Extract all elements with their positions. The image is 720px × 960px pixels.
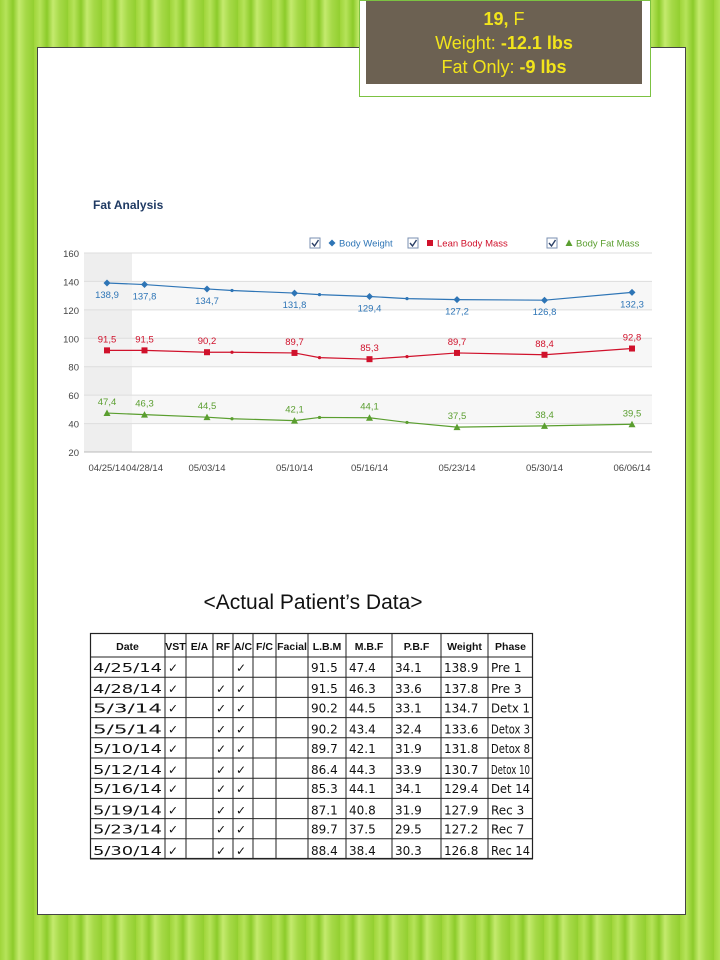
table-cell: ✓ [168, 803, 179, 818]
chart-title: Fat Analysis [93, 198, 164, 212]
table-row [93, 723, 530, 737]
table-cell: 89.7 [311, 822, 338, 837]
table-cell: Detox 10 [491, 763, 530, 777]
table-cell: ✓ [236, 682, 247, 697]
table-cell: 85.3 [311, 782, 338, 797]
legend-marker [427, 240, 433, 246]
table-header-cell: A/C [233, 641, 253, 653]
data-label: 137,8 [132, 291, 157, 303]
y-tick-label: 140 [63, 277, 79, 289]
data-point [542, 352, 548, 358]
table-cell: 33.6 [395, 682, 422, 697]
table-cell: Rec 14 [491, 843, 530, 858]
table-cell: 44.1 [349, 782, 376, 797]
data-label: 91,5 [97, 334, 117, 346]
table-cell: 31.9 [395, 803, 422, 818]
table-cell: 38.4 [349, 843, 376, 858]
table-header-cell: Phase [495, 641, 526, 653]
legend-marker [329, 240, 336, 247]
table-header-cell: Date [116, 641, 139, 653]
table-cell: 4/28/14 [93, 682, 162, 697]
legend-marker [566, 240, 573, 247]
y-tick-label: 120 [63, 305, 79, 317]
data-point [454, 350, 460, 356]
table-cell: ✓ [168, 843, 179, 858]
data-point [204, 349, 210, 355]
table-cell: ✓ [216, 843, 227, 858]
table-cell: Det 14 [491, 782, 530, 797]
x-tick-label: 05/10/14 [276, 463, 313, 474]
table-cell: 47.4 [349, 661, 376, 675]
table-cell: 31.9 [395, 741, 422, 756]
data-point [230, 417, 233, 420]
table-cell: 34.1 [395, 782, 422, 797]
table-cell: 44.3 [349, 763, 376, 777]
patient-age: 19, [483, 9, 509, 29]
table-cell: ✓ [168, 822, 179, 837]
table-row [93, 782, 530, 796]
data-label: 47,4 [97, 397, 117, 409]
data-point [292, 350, 298, 356]
table-cell: 138.9 [444, 661, 479, 675]
table-row [93, 763, 530, 777]
table-cell: 5/23/14 [93, 822, 162, 837]
data-label: 134,7 [195, 295, 219, 307]
table-cell: 5/10/14 [93, 741, 162, 756]
data-point [142, 347, 148, 353]
table-cell: ✓ [236, 763, 247, 777]
table-cell: 5/16/14 [93, 782, 162, 797]
table-cell: ✓ [236, 822, 247, 837]
table-row [93, 844, 530, 858]
data-label: 44,1 [360, 401, 379, 413]
legend-label: Body Fat Mass [576, 238, 640, 250]
data-label: 38,4 [535, 409, 554, 421]
table-cell: 29.5 [395, 822, 422, 837]
table-cell: 86.4 [311, 763, 338, 777]
x-tick-label: 04/28/14 [126, 463, 163, 474]
table-cell: 43.4 [349, 722, 376, 737]
table-cell: 34.1 [395, 661, 422, 675]
x-tick-label: 05/16/14 [351, 463, 388, 474]
chart-legend [310, 238, 640, 250]
y-tick-label: 80 [68, 362, 79, 374]
table-header-row [116, 641, 526, 653]
table-cell: 40.8 [349, 803, 376, 818]
table-header-cell: RF [216, 641, 230, 653]
table-cell: ✓ [168, 682, 179, 697]
table-cell: Rec 7 [491, 822, 525, 837]
data-label: 126,8 [532, 307, 557, 319]
data-label: 44,5 [197, 401, 217, 413]
fat-change-label: Fat Only: [441, 57, 515, 77]
table-cell: ✓ [236, 701, 247, 716]
table-header-cell: L.B.M [312, 641, 342, 653]
data-point [318, 416, 321, 419]
table-header-cell: Facial [277, 641, 307, 653]
data-label: 91,5 [135, 334, 154, 346]
table-cell: 131.8 [444, 741, 479, 756]
table-cell: 87.1 [311, 803, 338, 818]
y-tick-label: 160 [63, 249, 79, 260]
table-cell: 44.5 [349, 701, 376, 716]
table-cell: Rec 3 [491, 803, 525, 818]
table-cell: 33.1 [395, 701, 422, 716]
data-label: 46,3 [135, 398, 154, 410]
table-cell: 5/12/14 [93, 763, 162, 777]
legend-label: Body Weight [339, 238, 393, 250]
table-header-cell: M.B.F [354, 641, 384, 653]
table-cell: 42.1 [349, 741, 376, 756]
table-cell: 37.5 [349, 822, 376, 837]
data-point [104, 347, 110, 353]
table-cell: 89.7 [311, 741, 338, 756]
actual-data-caption: <Actual Patient’s Data> [203, 591, 423, 614]
fat-change-value: -9 lbs [519, 57, 567, 77]
table-cell: 129.4 [444, 782, 479, 797]
table-cell: ✓ [236, 803, 247, 818]
data-point [405, 297, 408, 300]
data-point [405, 421, 408, 424]
table-row [93, 701, 530, 715]
data-label: 89,7 [285, 336, 304, 348]
table-cell: 134.7 [444, 701, 479, 716]
table-cell: 88.4 [311, 843, 338, 858]
table-cell: 126.8 [444, 843, 479, 858]
table-cell: ✓ [216, 682, 227, 697]
table-cell: Pre 1 [491, 661, 522, 675]
table-cell: 5/5/14 [93, 722, 162, 737]
table-cell: ✓ [216, 782, 227, 797]
data-label: 42,1 [285, 404, 304, 416]
table-cell: ✓ [216, 741, 227, 756]
table-cell: ✓ [236, 722, 247, 737]
table-cell: ✓ [236, 661, 247, 675]
table-cell: 4/25/14 [93, 661, 162, 675]
table-cell: ✓ [168, 701, 179, 716]
data-label: 138,9 [95, 289, 119, 301]
table-row [93, 742, 530, 756]
legend-label: Lean Body Mass [437, 238, 508, 250]
patient-sex: F [513, 9, 525, 29]
data-point [318, 356, 321, 359]
table-cell: ✓ [168, 763, 179, 777]
data-label: 132,3 [620, 299, 644, 311]
table-cell: 130.7 [444, 763, 479, 777]
table-cell: 5/3/14 [93, 701, 162, 716]
data-label: 88,4 [535, 338, 554, 350]
y-tick-label: 20 [68, 448, 79, 459]
table-cell: 90.2 [311, 701, 338, 716]
table-cell: ✓ [216, 722, 227, 737]
table-cell: Detox 3 [491, 722, 530, 737]
weight-change-value: -12.1 lbs [500, 33, 573, 53]
table-cell: 5/19/14 [93, 803, 162, 818]
x-tick-label: 05/23/14 [438, 463, 476, 474]
data-point [318, 293, 321, 296]
table-cell: 127.9 [444, 803, 479, 818]
table-cell: 91.5 [311, 682, 338, 697]
table-cell: ✓ [168, 661, 179, 675]
table-cell: ✓ [216, 763, 227, 777]
table-cell: 127.2 [444, 822, 479, 837]
table-cell: 46.3 [349, 682, 376, 697]
table-cell: ✓ [236, 782, 247, 797]
y-tick-label: 60 [68, 391, 79, 403]
data-label: 37,5 [447, 411, 467, 423]
data-label: 131,8 [282, 300, 307, 312]
table-cell: Detx 1 [491, 701, 530, 716]
data-point [629, 346, 635, 352]
x-tick-label: 05/03/14 [188, 463, 226, 474]
table-cell: 5/30/14 [93, 843, 162, 858]
table-cell: 33.9 [395, 763, 422, 777]
table-header-cell: F/C [256, 641, 273, 653]
table-cell: ✓ [168, 741, 179, 756]
y-tick-label: 40 [68, 419, 79, 431]
x-tick-label: 05/30/14 [526, 463, 563, 474]
table-cell: Pre 3 [491, 682, 522, 697]
data-label: 85,3 [360, 343, 379, 355]
patient-data-table [90, 633, 533, 859]
table-cell: ✓ [168, 722, 179, 737]
data-point [405, 355, 408, 358]
table-cell: 90.2 [311, 722, 338, 737]
x-tick-label: 06/06/14 [613, 463, 651, 474]
table-cell: ✓ [168, 782, 179, 797]
table-cell: ✓ [236, 741, 247, 756]
data-label: 129,4 [357, 303, 382, 315]
data-point [367, 356, 373, 362]
x-tick-label: 04/25/14 [88, 463, 126, 474]
y-tick-label: 100 [63, 334, 79, 346]
weight-change-label: Weight: [435, 33, 496, 53]
data-label: 39,5 [622, 408, 642, 420]
table-cell: Detox 8 [491, 741, 530, 756]
table-cell: ✓ [216, 822, 227, 837]
table-header-cell: P.B.F [403, 641, 430, 653]
data-label: 89,7 [447, 336, 467, 348]
data-label: 92,8 [622, 332, 642, 344]
table-header-cell: Weight [447, 641, 482, 653]
data-label: 127,2 [445, 306, 469, 318]
table-cell: 30.3 [395, 843, 422, 858]
table-header-cell: E/A [190, 641, 209, 653]
table-cell: ✓ [216, 803, 227, 818]
table-cell: ✓ [216, 701, 227, 716]
table-cell: ✓ [236, 843, 247, 858]
table-cell: 32.4 [395, 722, 422, 737]
table-cell: 133.6 [444, 722, 479, 737]
table-header-cell: VST [165, 641, 186, 653]
table-cell: 91.5 [311, 661, 338, 675]
data-point [230, 351, 233, 354]
table-cell: 137.8 [444, 682, 479, 697]
data-point [230, 289, 233, 292]
data-label: 90,2 [197, 336, 217, 348]
